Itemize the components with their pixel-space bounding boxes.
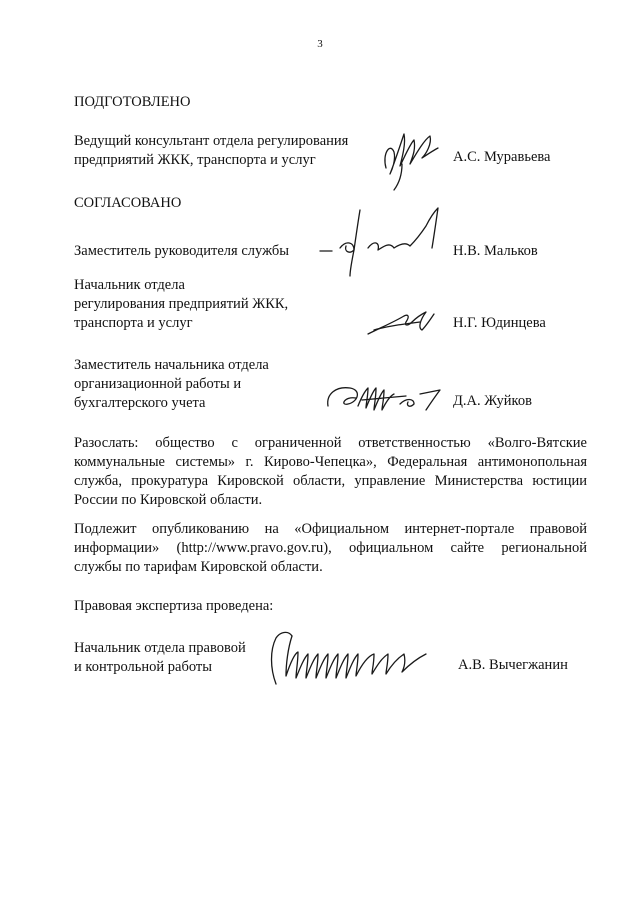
- distribution-line-3: служба, прокуратура Кировской области, управление Министерства юстиции: [74, 473, 587, 489]
- signature-vychegzhanin: [262, 624, 438, 688]
- page-number: 3: [317, 38, 323, 50]
- prepared-heading: ПОДГОТОВЛЕНО: [74, 94, 191, 110]
- signer-2-position-line-3: транспорта и услуг: [74, 315, 193, 331]
- signature-zhuikov: [322, 376, 446, 416]
- signature-yudintseva: [364, 300, 444, 340]
- signer-2-name: Н.Г. Юдинцева: [453, 315, 546, 331]
- signer-2-position-line-2: регулирования предприятий ЖКК,: [74, 296, 289, 312]
- expertise-heading: Правовая экспертиза проведена:: [74, 598, 274, 614]
- distribution-line-1: Разослать: общество с ограниченной ответственностью «Волго-Вятские: [74, 435, 587, 451]
- signer-3-position-line-1: Заместитель начальника отдела: [74, 357, 269, 373]
- distribution-line-4: России по Кировской области.: [74, 492, 263, 508]
- publication-line-2: информации» (http://www.pravo.gov.ru), официальном сайте региональной: [74, 540, 587, 556]
- distribution-paragraph: [74, 434, 587, 510]
- prepared-name: А.С. Муравьева: [453, 149, 551, 165]
- signer-1-name: Н.В. Мальков: [453, 243, 538, 259]
- distribution-line-2: коммунальные системы» г. Кирово-Чепецка», Федеральная антимонопольная: [74, 454, 587, 470]
- publication-line-3: службы по тарифам Кировской области.: [74, 559, 323, 575]
- signer-2-position-line-1: Начальник отдела: [74, 277, 185, 293]
- expertise-position-line-1: Начальник отдела правовой: [74, 640, 246, 656]
- signature-malkov: [316, 202, 446, 282]
- signer-1-position-line-1: Заместитель руководителя службы: [74, 243, 290, 259]
- signer-3-position-line-3: бухгалтерского учета: [74, 395, 206, 411]
- expertise-position-line-2: и контрольной работы: [74, 659, 212, 675]
- prepared-position-line-1: Ведущий консультант отдела регулирования: [74, 133, 349, 149]
- prepared-position-line-2: предприятий ЖКК, транспорта и услуг: [74, 152, 316, 168]
- signer-3-name: Д.А. Жуйков: [453, 393, 532, 409]
- publication-line-1: Подлежит опубликованию на «Официальном интернет-портале правовой: [74, 521, 587, 537]
- signer-3-position-line-2: организационной работы и: [74, 376, 242, 392]
- expertise-name: А.В. Вычегжанин: [458, 657, 568, 673]
- agreed-heading: СОГЛАСОВАНО: [74, 195, 182, 211]
- publication-paragraph: [74, 520, 587, 577]
- signature-muravieva: [376, 124, 446, 194]
